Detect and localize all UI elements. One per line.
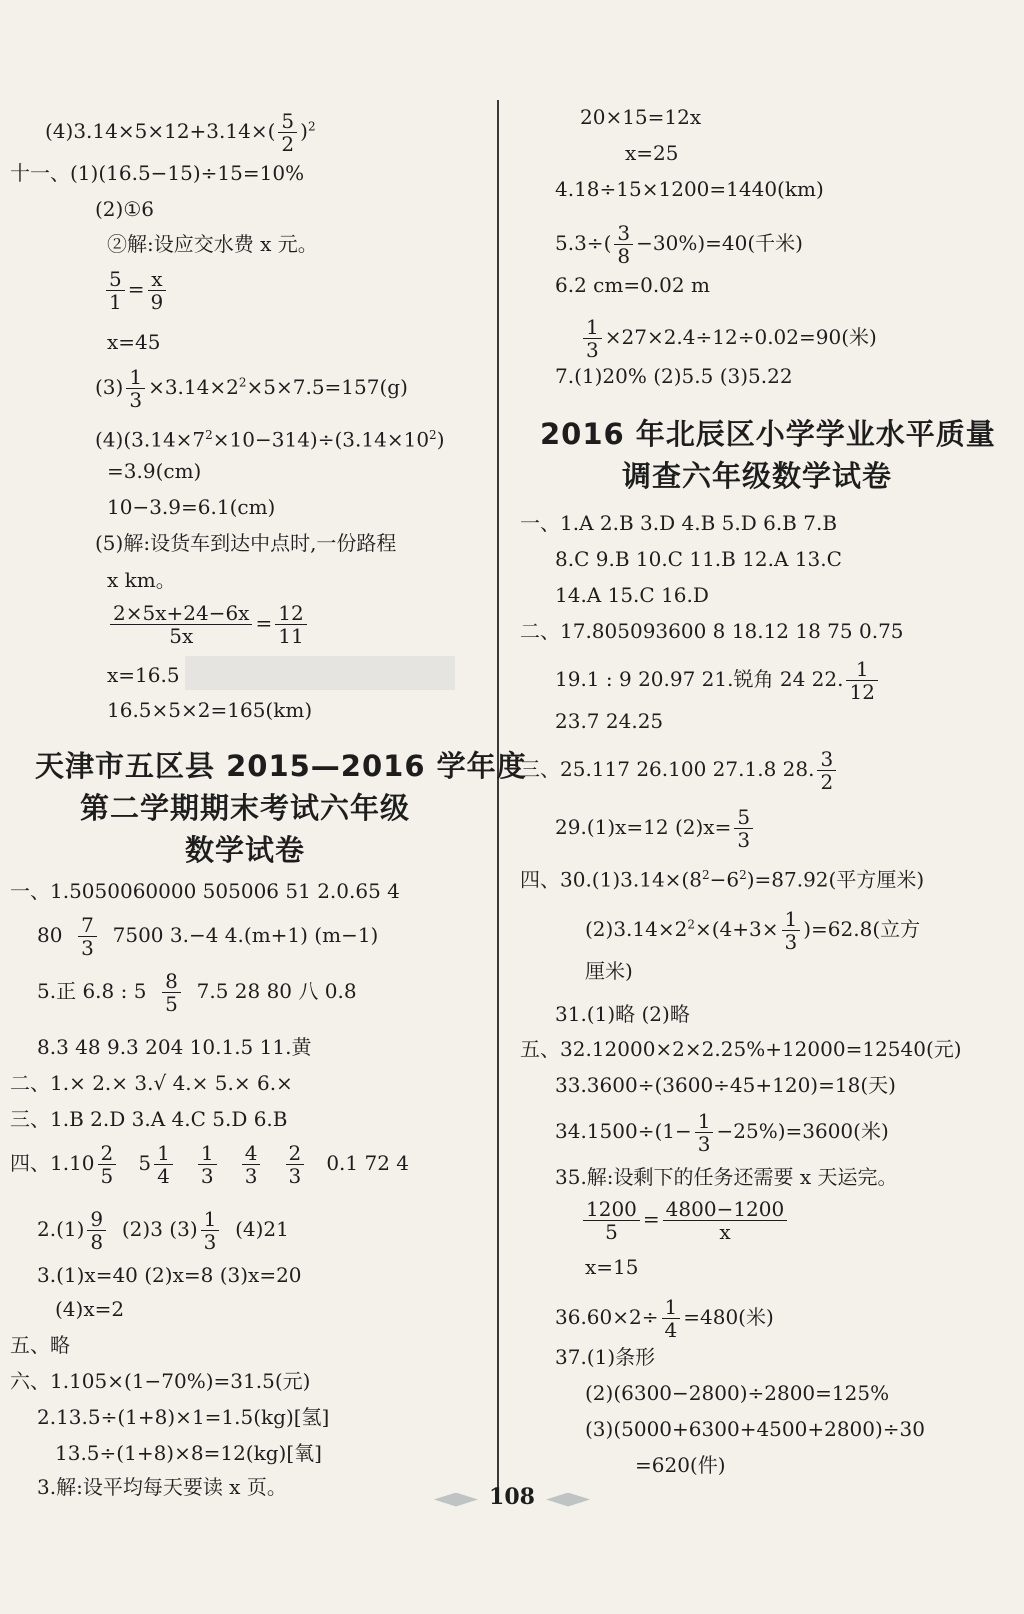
- line: (3) $\frac{1}{3}$ $\times 3.14\times 2^2\times 5\times 7.5=157(g)$: [95, 365, 408, 412]
- line: 13.5÷(1+8)×8=12(kg)[氧]: [55, 1441, 322, 1465]
- line: 3.(1)x=40 (2)x=8 (3)x=20: [37, 1263, 302, 1287]
- line: x=45: [107, 330, 161, 354]
- line: 23.7 24.25: [555, 709, 664, 733]
- line: 29.(1)x=12 (2)x= $\frac{5}{3}$: [555, 806, 756, 851]
- line: (2)①6: [95, 197, 154, 221]
- line: $(4)(3.14\times 7^2\times 10-314)\div(3.14\times 10^2)$: [95, 427, 445, 452]
- line: 四、1.10 $\frac{2}{5}$ 5 $\frac{1}{4}$ $\frac{1}{3}$ $\frac{4}{3}$ $\frac{2}{3}$ 0.1 72 4: [10, 1141, 410, 1188]
- line: 四、$30.(1)3.14\times(8^2-6^2)=87.92$(平方厘米): [520, 867, 925, 892]
- line: (4)3.14×5×12+3.14×( $\frac{5}{2}$ )$^2$: [45, 109, 316, 156]
- line: 二、1.× 2.× 3.√ 4.× 5.× 6.×: [10, 1071, 293, 1095]
- line: 三、25.117 26.100 27.1.8 28. $\frac{3}{2}$: [520, 748, 839, 793]
- line: 一、1.5050060000 505006 51 2.0.65 4: [10, 879, 400, 903]
- line: x=16.5: [107, 663, 180, 687]
- line: 33.3600÷(3600÷45+120)=18(天): [555, 1073, 896, 1097]
- column-divider: [497, 100, 499, 1495]
- decorative-diamond-icon: [546, 1493, 590, 1507]
- page-number: 108: [489, 1484, 535, 1510]
- smudge: [185, 656, 455, 690]
- line: (4)x=2: [55, 1297, 125, 1321]
- line: 六、1.105×(1−70%)=31.5(元): [10, 1369, 311, 1393]
- line: 8.3 48 9.3 204 10.1.5 11.黄: [37, 1035, 312, 1059]
- line: 二、17.805093600 8 18.12 18 75 0.75: [520, 619, 904, 643]
- line: $\frac{2\times 5x+24-6x}{5x}$ = $\frac{12}{11}$: [107, 602, 310, 647]
- line: x km。: [107, 568, 176, 592]
- line: 十一、(1)(16.5−15)÷15=10%: [10, 161, 305, 185]
- line: 5.3÷( $\frac{3}{8}$ −30%)=40(千米): [555, 221, 803, 268]
- line: $\frac{1200}{5}$ = $\frac{4800-1200}{x}$: [580, 1198, 790, 1243]
- line: 35.解:设剩下的任务还需要 x 天运完。: [555, 1165, 898, 1189]
- line: 三、1.B 2.D 3.A 4.C 5.D 6.B: [10, 1107, 288, 1131]
- line: 10−3.9=6.1(cm): [107, 495, 276, 519]
- decorative-diamond-icon: [434, 1493, 478, 1507]
- section-heading: 2016 年北辰区小学学业水平质量: [540, 417, 996, 451]
- section-heading: 数学试卷: [185, 833, 306, 867]
- line: 37.(1)条形: [555, 1345, 656, 1369]
- line: 8.C 9.B 10.C 11.B 12.A 13.C: [555, 547, 842, 571]
- page-footer: [0, 1484, 1024, 1514]
- line: 4.18÷15×1200=1440(km): [555, 177, 824, 201]
- line: 2.13.5÷(1+8)×1=1.5(kg)[氢]: [37, 1405, 330, 1429]
- line: 6.2 cm=0.02 m: [555, 273, 710, 297]
- line: 3.解:设平均每天要读 x 页。: [37, 1475, 287, 1499]
- line: $\frac{1}{3}$ ×27×2.4÷12÷0.02=90(米): [580, 316, 877, 361]
- section-heading: 调查六年级数学试卷: [622, 459, 893, 493]
- line: 20×15=12x: [580, 105, 702, 129]
- line: $\frac{5}{1}$ = $\frac{x}{9}$: [103, 268, 169, 313]
- line: 34.1500÷(1− $\frac{1}{3}$ −25%)=3600(米): [555, 1109, 889, 1156]
- line: 一、1.A 2.B 3.D 4.B 5.D 6.B 7.B: [520, 511, 838, 535]
- line: =620(件): [635, 1453, 726, 1477]
- line: x=15: [585, 1255, 639, 1279]
- line: (2)(6300−2800)÷2800=125%: [585, 1381, 890, 1405]
- line: x=25: [625, 141, 679, 165]
- line: 五、32.12000×2×2.25%+12000=12540(元): [520, 1037, 962, 1061]
- line: 14.A 15.C 16.D: [555, 583, 709, 607]
- line: 16.5×5×2=165(km): [107, 698, 313, 722]
- line: 厘米): [585, 959, 633, 983]
- line: =3.9(cm): [107, 459, 202, 483]
- line: ②解:设应交水费 x 元。: [107, 232, 318, 256]
- section-heading: 天津市五区县 2015—2016 学年度: [35, 749, 527, 783]
- line: $(2)3.14\times 2^2\times(4+3\times$ $\frac{1}{3}$ )=62.8(立方: [585, 907, 921, 954]
- line: (3)(5000+6300+4500+2800)÷30: [585, 1417, 926, 1441]
- line: (5)解:设货车到达中点时,一份路程: [95, 531, 397, 555]
- line: 80 $\frac{7}{3}$ 7500 3.−4 4.(m+1) (m−1): [37, 913, 379, 960]
- line: 7.(1)20% (2)5.5 (3)5.22: [555, 364, 793, 388]
- section-heading: 第二学期期末考试六年级: [80, 791, 411, 825]
- line: 36.60×2÷ $\frac{1}{4}$ =480(米): [555, 1295, 774, 1342]
- line: 19.1 : 9 20.97 21.锐角 24 22. $\frac{1}{12}$: [555, 658, 881, 703]
- line: 31.(1)略 (2)略: [555, 1002, 690, 1026]
- line: 2.(1) $\frac{9}{8}$ (2)3 (3) $\frac{1}{3}$ (4)21: [37, 1207, 289, 1254]
- line: 5.正 6.8 : 5 $\frac{8}{5}$ 7.5 28 80 八 0.8: [37, 969, 357, 1016]
- line: 五、略: [10, 1333, 70, 1357]
